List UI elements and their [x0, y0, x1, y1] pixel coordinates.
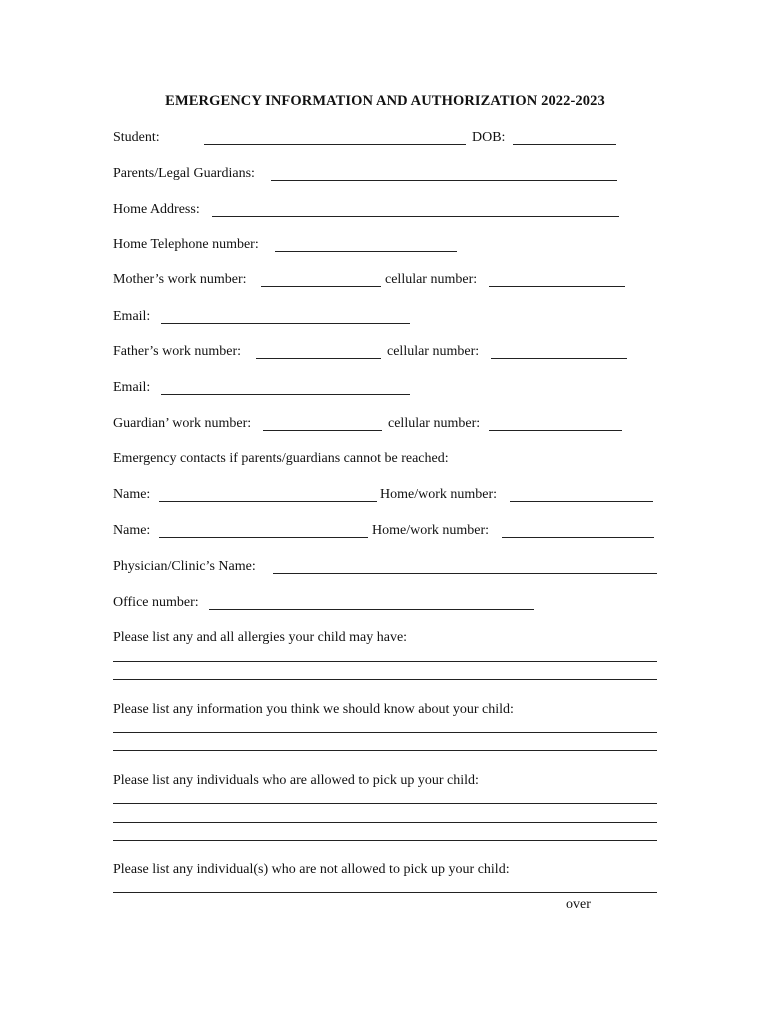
student-field[interactable]: [204, 144, 466, 145]
father-cell-field[interactable]: [491, 358, 627, 359]
pickup-allowed-line-2[interactable]: [113, 822, 657, 823]
form-title: EMERGENCY INFORMATION AND AUTHORIZATION 2022-2023: [165, 93, 605, 109]
home-phone-field[interactable]: [275, 251, 457, 252]
guardian-cell-label: cellular number:: [388, 416, 481, 431]
emergency-intro: Emergency contacts if parents/guardians cannot be reached:: [113, 451, 449, 466]
name2-field[interactable]: [159, 537, 368, 538]
info-prompt: Please list any information you think we should know about your child:: [113, 702, 514, 717]
home-address-label: Home Address:: [113, 202, 200, 217]
allergies-prompt: Please list any and all allergies your child may have:: [113, 630, 408, 645]
father-work-field[interactable]: [256, 358, 381, 359]
allergies-line-1[interactable]: [113, 661, 657, 662]
physician-label: Physician/Clinic’s Name:: [113, 559, 256, 574]
parents-label: Parents/Legal Guardians:: [113, 166, 255, 181]
father-work-label: Father’s work number:: [113, 344, 242, 359]
email-field[interactable]: [161, 323, 410, 324]
guardian-work-field[interactable]: [263, 430, 382, 431]
physician-field[interactable]: [273, 573, 657, 574]
dob-field[interactable]: [513, 144, 616, 145]
pickup-allowed-prompt: Please list any individuals who are allowed to pick up your child:: [113, 773, 479, 788]
student-label: Student:: [113, 130, 160, 145]
pickup-allowed-line-3[interactable]: [113, 840, 657, 841]
mother-cell-field[interactable]: [489, 286, 625, 287]
over-note: over: [566, 897, 591, 912]
info-line-1[interactable]: [113, 732, 657, 733]
mother-work-field[interactable]: [261, 286, 381, 287]
home-phone-label: Home Telephone number:: [113, 237, 259, 252]
parents-field[interactable]: [271, 180, 617, 181]
guardian-work-label: Guardian’ work number:: [113, 416, 252, 431]
pickup-allowed-line-1[interactable]: [113, 803, 657, 804]
homework1-field[interactable]: [510, 501, 653, 502]
homework2-field[interactable]: [502, 537, 654, 538]
allergies-line-2[interactable]: [113, 679, 657, 680]
office-field[interactable]: [209, 609, 534, 610]
home-address-field[interactable]: [212, 216, 619, 217]
homework2-label: Home/work number:: [372, 523, 490, 538]
name1-label: Name:: [113, 487, 151, 502]
info-line-2[interactable]: [113, 750, 657, 751]
pickup-not-allowed-line-1[interactable]: [113, 892, 657, 893]
pickup-not-allowed-prompt: Please list any individual(s) who are not allowed to pick up your child:: [113, 862, 510, 877]
mother-cell-label: cellular number:: [385, 272, 478, 287]
email-label: Email:: [113, 309, 151, 324]
email2-field[interactable]: [161, 394, 410, 395]
dob-label: DOB:: [472, 130, 506, 145]
name1-field[interactable]: [159, 501, 377, 502]
father-cell-label: cellular number:: [387, 344, 480, 359]
email2-label: Email:: [113, 380, 151, 395]
mother-work-label: Mother’s work number:: [113, 272, 247, 287]
homework1-label: Home/work number:: [380, 487, 498, 502]
name2-label: Name:: [113, 523, 151, 538]
guardian-cell-field[interactable]: [489, 430, 622, 431]
office-label: Office number:: [113, 595, 199, 610]
